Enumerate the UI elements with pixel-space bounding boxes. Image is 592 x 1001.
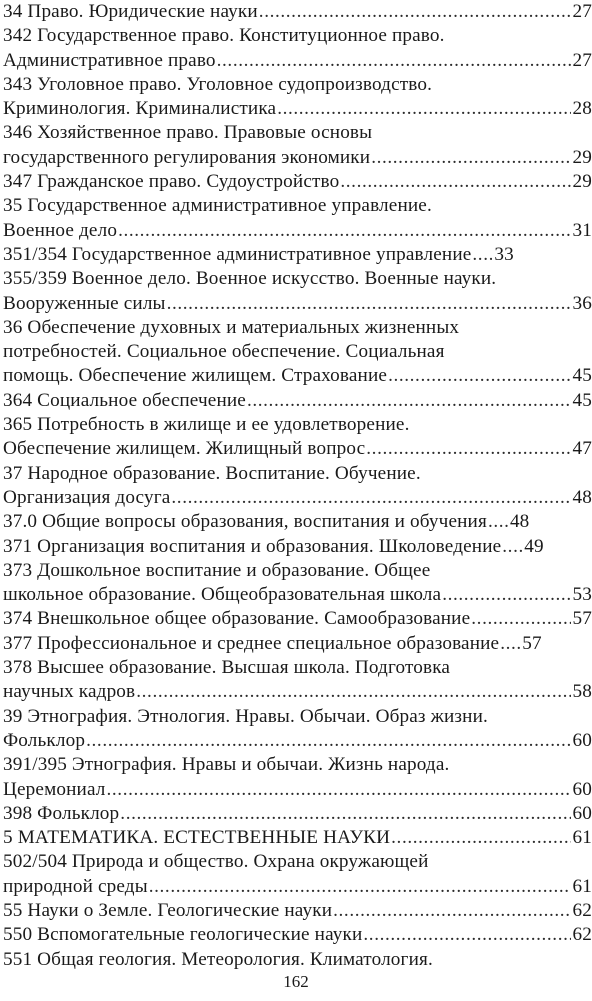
toc-entry-page: 62: [572, 899, 592, 921]
toc-entry: [3, 850, 592, 899]
toc-entry-title: природной среды: [3, 875, 148, 897]
dot-leader: [136, 680, 570, 704]
toc-entry-line: [3, 899, 592, 923]
toc-entry-title: 36 Обеспечение духовных и материальных жизненных: [3, 316, 460, 338]
dot-leader: [86, 729, 570, 753]
dot-leader: [442, 583, 570, 607]
toc-entry-line: [3, 632, 592, 656]
toc-entry-page: 47: [572, 438, 592, 460]
dot-leader: [120, 802, 570, 826]
dot-leader: [488, 510, 508, 534]
toc-entry-title: Криминология. Криминалистика: [3, 98, 277, 120]
toc-entry-line: [3, 364, 592, 388]
toc-entry-line: [3, 875, 592, 899]
toc-entry: [3, 632, 592, 656]
toc-entry-page: 45: [572, 365, 592, 387]
toc-entry: [3, 705, 592, 754]
dot-leader: [333, 899, 570, 923]
toc-entry-title: 378 Высшее образование. Высшая школа. Подготовка: [3, 657, 451, 679]
toc-entry: [3, 535, 592, 559]
toc-entry-line: [3, 778, 592, 802]
toc-entry: [3, 656, 592, 705]
toc-entry-line: [3, 389, 592, 413]
toc-entry-line: [3, 437, 592, 461]
dot-leader: [471, 607, 570, 631]
toc-entry: [3, 923, 592, 947]
toc-entry-title: 377 Профессиональное и среднее специальное образование: [3, 632, 500, 654]
toc-entry-title: 502/504 Природа и общество. Охрана окружающей: [3, 851, 429, 873]
toc-entry-page: 29: [572, 146, 592, 168]
toc-entry-title: 37.0 Общие вопросы образования, воспитания и обучения: [3, 511, 487, 533]
toc-entry-title: 35 Государственное административное управление.: [3, 195, 432, 217]
dot-leader: [259, 0, 571, 24]
toc-entry-title: потребностей. Социальное обеспечение. Социальная: [3, 341, 445, 363]
toc-entry-line: [3, 219, 592, 243]
toc-entry-page: 53: [572, 584, 592, 606]
dot-leader: [247, 389, 571, 413]
toc-entry-line: [3, 243, 592, 267]
toc-entry-page: 33: [494, 243, 514, 265]
toc-entry: [3, 802, 592, 826]
dot-leader: [391, 826, 570, 850]
toc-entry-title: помощь. Обеспечение жилищем. Страхование: [3, 365, 388, 387]
toc-entry-page: 60: [572, 729, 592, 751]
toc-entry-line: [3, 510, 592, 534]
toc-entry-title: 347 Гражданское право. Судоустройство: [3, 171, 340, 193]
toc-entry-page: 29: [572, 171, 592, 193]
toc-entry-page: 48: [572, 486, 592, 508]
toc-entry-title: 343 Уголовное право. Уголовное судопроизводство.: [3, 73, 433, 95]
toc-entry-title: 550 Вспомогательные геологические науки: [3, 924, 363, 946]
toc-entry-page: 57: [522, 632, 542, 654]
dot-leader: [167, 292, 571, 316]
dot-leader: [502, 535, 522, 559]
toc-entry: [3, 24, 592, 73]
dot-leader: [388, 364, 570, 388]
toc-entry: [3, 462, 592, 511]
toc-entry: [3, 121, 592, 170]
page-number: 162: [283, 972, 309, 991]
dot-leader: [500, 632, 520, 656]
toc-entry-page: 27: [572, 1, 592, 22]
toc-entry-line: [3, 97, 592, 121]
toc-entry-page: 62: [572, 924, 592, 946]
toc-entry-line: [3, 802, 592, 826]
toc-entry-title: 342 Государственное право. Конституционное право.: [3, 25, 445, 47]
toc-entry-line: [3, 826, 592, 850]
toc-entry-title: Фольклор: [3, 729, 86, 751]
toc-entry-title: 351/354 Государственное административное управление: [3, 243, 472, 265]
toc-entry-title: 365 Потребность в жилище и ее удовлетворение.: [3, 414, 410, 436]
toc-entry-page: 61: [572, 827, 592, 849]
toc-entry-page: 60: [572, 778, 592, 800]
toc-entry-page: 57: [572, 608, 592, 630]
toc-entry-title: 355/359 Военное дело. Военное искусство. Военные науки.: [3, 268, 497, 290]
toc-entry: [3, 170, 592, 194]
toc-entry-line: [3, 0, 592, 24]
toc-entry: [3, 559, 592, 608]
toc-entry: [3, 267, 592, 316]
toc-entry-title: 551 Общая геология. Метеорология. Климатология.: [3, 948, 433, 970]
toc-entry-page: 49: [524, 535, 544, 557]
toc-entry-page: 31: [572, 219, 592, 241]
dot-leader: [472, 243, 492, 267]
dot-leader: [363, 923, 570, 947]
toc-entry-page: 28: [572, 98, 592, 120]
toc-entry: [3, 510, 592, 534]
toc-entry-title: Обеспечение жилищем. Жилищный вопрос: [3, 438, 366, 460]
toc-entry-page: 27: [572, 49, 592, 71]
toc-entry-title: 374 Внешкольное общее образование. Самообразование: [3, 608, 471, 630]
toc-entry-page: 58: [572, 681, 592, 703]
toc-entry-line: [3, 49, 592, 73]
dot-leader: [340, 170, 570, 194]
toc-entry-title: 364 Социальное обеспечение: [3, 389, 246, 411]
toc-entry: [3, 316, 592, 389]
dot-leader: [107, 778, 571, 802]
toc-entry-title: 373 Дошкольное воспитание и образование. Общее: [3, 559, 431, 581]
toc-entry-title: государственного регулирования экономики: [3, 146, 371, 168]
toc-entry-title: 391/395 Этнография. Нравы и обычаи. Жизнь народа.: [3, 754, 450, 776]
toc-entry-page: 36: [572, 292, 592, 314]
toc-entry-title: Административное право: [3, 49, 216, 71]
toc-entry-line: [3, 583, 592, 607]
toc-entry-line: [3, 535, 592, 559]
toc-entry: [3, 389, 592, 413]
toc-entry-title: 37 Народное образование. Воспитание. Обучение.: [3, 462, 421, 484]
toc-entry-title: Церемониал: [3, 778, 106, 800]
toc-entry: [3, 753, 592, 802]
toc-entry-title: 55 Науки о Земле. Геологические науки: [3, 899, 333, 921]
table-of-contents: [3, 0, 592, 972]
toc-entry: [3, 243, 592, 267]
toc-entry: [3, 607, 592, 631]
toc-entry-page: 48: [509, 511, 530, 533]
dot-leader: [171, 486, 570, 510]
toc-entry-title: 398 Фольклор: [3, 802, 120, 824]
toc-entry-title: 371 Организация воспитания и образования. Школоведение: [3, 535, 502, 557]
toc-entry-title: Военное дело: [3, 219, 118, 241]
toc-entry: [3, 948, 592, 972]
toc-entry-title: 346 Хозяйственное право. Правовые основы: [3, 122, 373, 144]
toc-entry: [3, 899, 592, 923]
toc-entry-title: школьное образование. Общеобразовательная школа: [3, 584, 442, 606]
toc-entry-title: 39 Этнография. Этнология. Нравы. Обычаи. Образ жизни.: [3, 705, 488, 727]
toc-entry-line: [3, 486, 592, 510]
toc-entry: [3, 73, 592, 122]
toc-entry: [3, 0, 592, 24]
dot-leader: [371, 146, 570, 170]
toc-entry-line: [3, 680, 592, 704]
toc-entry-page: 60: [572, 802, 592, 824]
toc-entry-line: [3, 292, 592, 316]
toc-entry-page: 61: [572, 875, 592, 897]
toc-entry-title: Вооруженные силы: [3, 292, 166, 314]
toc-entry-title: 5 МАТЕМАТИКА. ЕСТЕСТВЕННЫЕ НАУКИ: [3, 827, 391, 849]
toc-entry-title: научных кадров: [3, 681, 136, 703]
toc-entry-line: [3, 729, 592, 753]
dot-leader: [277, 97, 570, 121]
dot-leader: [366, 437, 570, 461]
dot-leader: [118, 219, 570, 243]
toc-entry-line: [3, 170, 592, 194]
toc-entry: [3, 413, 592, 462]
dot-leader: [149, 875, 571, 899]
toc-entry-title: Организация досуга: [3, 486, 171, 508]
toc-entry-line: [3, 923, 592, 947]
toc-entry-line: [3, 607, 592, 631]
toc-entry-title: 34 Право. Юридические науки: [3, 1, 258, 22]
toc-entry: [3, 194, 592, 243]
toc-entry-line: [3, 146, 592, 170]
dot-leader: [217, 49, 571, 73]
toc-entry-page: 45: [572, 389, 592, 411]
toc-entry: [3, 826, 592, 850]
